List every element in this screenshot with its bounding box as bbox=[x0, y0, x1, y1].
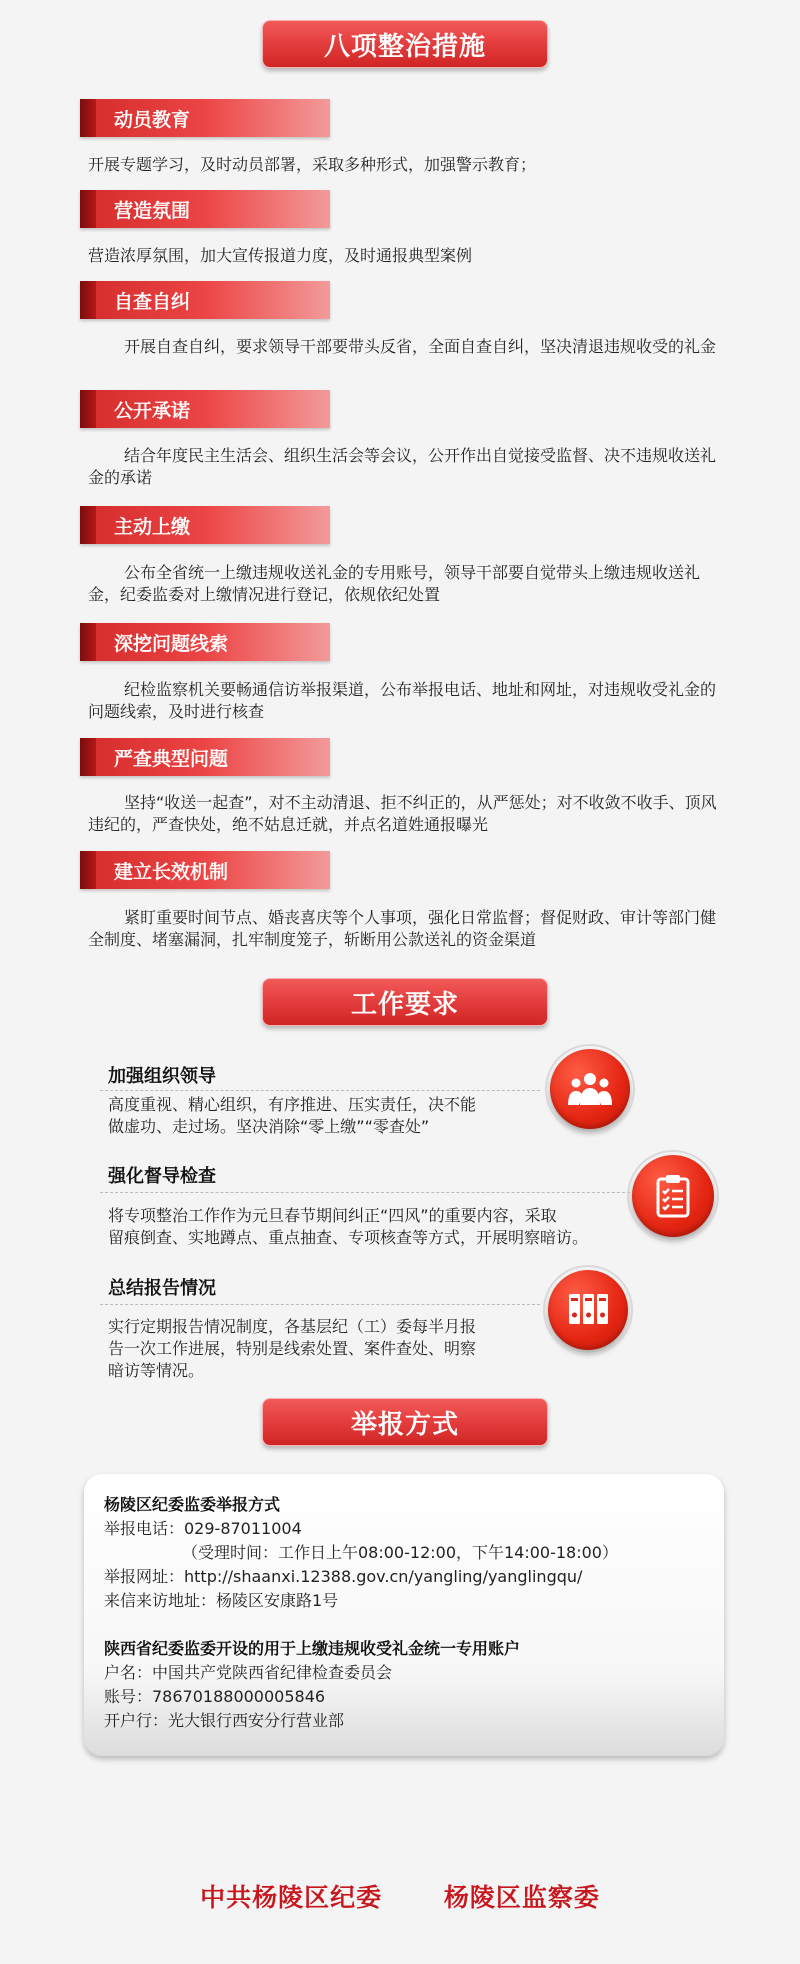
measure-text-2: 营造浓厚氛围，加大宣传报道力度，及时通报典型案例 bbox=[88, 246, 473, 265]
measure-text-8: 紧盯重要时间节点、婚丧喜庆等个人事项，强化日常监督；督促财政、审计等部门健全制度、堵塞漏洞，扎牢制度笼子，斩断用公款送礼的资金渠道 bbox=[88, 908, 717, 949]
report-address: 来信来访地址：杨陵区安康路1号 bbox=[104, 1591, 339, 1610]
measure-text-4: 结合年度民主生活会、组织生活会等会议，公开作出自觉接受监督、决不违规收送礼金的承诺 bbox=[88, 446, 717, 487]
requirement-title-2: 强化督导检查 bbox=[108, 1166, 216, 1187]
divider bbox=[100, 1192, 630, 1194]
account-number: 账号：78670188000005846 bbox=[104, 1687, 326, 1706]
measure-title: 自查自纠 bbox=[114, 290, 191, 313]
measure-title: 主动上缴 bbox=[114, 515, 191, 538]
measure-tag-7 bbox=[80, 738, 330, 776]
measure-tag-5 bbox=[80, 506, 330, 544]
requirement-line: 做虚功、走过场。坚决消除“零上缴”“零查处” bbox=[108, 1117, 430, 1136]
requirement-text-2 bbox=[108, 1205, 588, 1249]
requirement-line: 高度重视、精心组织，有序推进、压实责任，决不能 bbox=[108, 1095, 477, 1114]
measure-title: 建立长效机制 bbox=[114, 860, 229, 883]
measure-title: 营造氛围 bbox=[114, 199, 191, 222]
account-name: 户名：中国共产党陕西省纪律检查委员会 bbox=[104, 1663, 393, 1682]
account-title: 陕西省纪委监委开设的用于上缴违规收受礼金统一专用账户 bbox=[104, 1639, 521, 1658]
account-bank: 开户行：光大银行西安分行营业部 bbox=[104, 1711, 345, 1730]
footer-organizations bbox=[0, 1878, 800, 1914]
requirement-title-1: 加强组织领导 bbox=[108, 1066, 216, 1087]
footer-org-left: 中共杨陵区纪委 bbox=[200, 1883, 383, 1912]
divider bbox=[100, 1304, 540, 1306]
report-hours: （受理时间：工作日上午08:00-12:00，下午14:00-18:00） bbox=[182, 1543, 618, 1562]
measure-tag-8 bbox=[80, 851, 330, 889]
measure-title: 动员教育 bbox=[114, 108, 191, 131]
section-banner-measures: 八项整治措施 bbox=[262, 20, 548, 68]
clipboard-checklist-icon bbox=[632, 1155, 714, 1237]
measure-title: 深挖问题线索 bbox=[114, 632, 229, 655]
requirement-line: 将专项整治工作作为元旦春节期间纠正“四风”的重要内容，采取 bbox=[108, 1206, 557, 1225]
requirement-line: 留痕倒查、实地蹲点、重点抽查、专项核查等方式，开展明察暗访。 bbox=[108, 1228, 589, 1247]
measure-text-5: 公布全省统一上缴违规收送礼金的专用账号，领导干部要自觉带头上缴违规收送礼金，纪委监委对上缴情况进行登记，依规依纪处置 bbox=[88, 563, 701, 604]
report-phone: 举报电话：029-87011004 bbox=[104, 1519, 302, 1538]
divider bbox=[100, 1090, 540, 1092]
measure-text-1: 开展专题学习，及时动员部署，采取多种形式，加强警示教育； bbox=[88, 155, 537, 174]
requirement-line: 实行定期报告情况制度，各基层纪（工）委每半月报 bbox=[108, 1317, 477, 1336]
report-title: 杨陵区纪委监委举报方式 bbox=[104, 1495, 281, 1514]
section-banner-report: 举报方式 bbox=[262, 1398, 548, 1446]
measure-tag-1 bbox=[80, 99, 330, 137]
measure-tag-2 bbox=[80, 190, 330, 228]
people-group-icon bbox=[550, 1049, 630, 1129]
binders-icon bbox=[548, 1270, 628, 1350]
report-website: 举报网址：http://shaanxi.12388.gov.cn/yangling/yanglingqu/ bbox=[104, 1567, 583, 1586]
footer-org-right: 杨陵区监察委 bbox=[443, 1883, 600, 1912]
measure-tag-3 bbox=[80, 281, 330, 319]
requirement-title-3: 总结报告情况 bbox=[108, 1278, 216, 1299]
measure-tag-4 bbox=[80, 390, 330, 428]
measure-title: 公开承诺 bbox=[114, 399, 191, 422]
measure-text-7: 坚持“收送一起查”，对不主动清退、拒不纠正的，从严惩处；对不收敛不收手、顶风违纪的，严查快处，绝不姑息迁就，并点名道姓通报曝光 bbox=[88, 793, 717, 834]
requirement-text-3 bbox=[108, 1316, 476, 1382]
section-banner-requirements: 工作要求 bbox=[262, 978, 548, 1026]
measure-text-3: 开展自查自纠，要求领导干部要带头反省，全面自查自纠，坚决清退违规收受的礼金 bbox=[124, 337, 717, 356]
requirement-line: 暗访等情况。 bbox=[108, 1361, 205, 1380]
measure-tag-6 bbox=[80, 623, 330, 661]
measure-text-6: 纪检监察机关要畅通信访举报渠道，公布举报电话、地址和网址，对违规收受礼金的问题线索，及时进行核查 bbox=[88, 680, 717, 721]
measure-title: 严查典型问题 bbox=[114, 747, 229, 770]
requirement-text-1 bbox=[108, 1094, 476, 1138]
requirement-line: 告一次工作进展，特别是线索处置、案件查处、明察 bbox=[108, 1339, 477, 1358]
